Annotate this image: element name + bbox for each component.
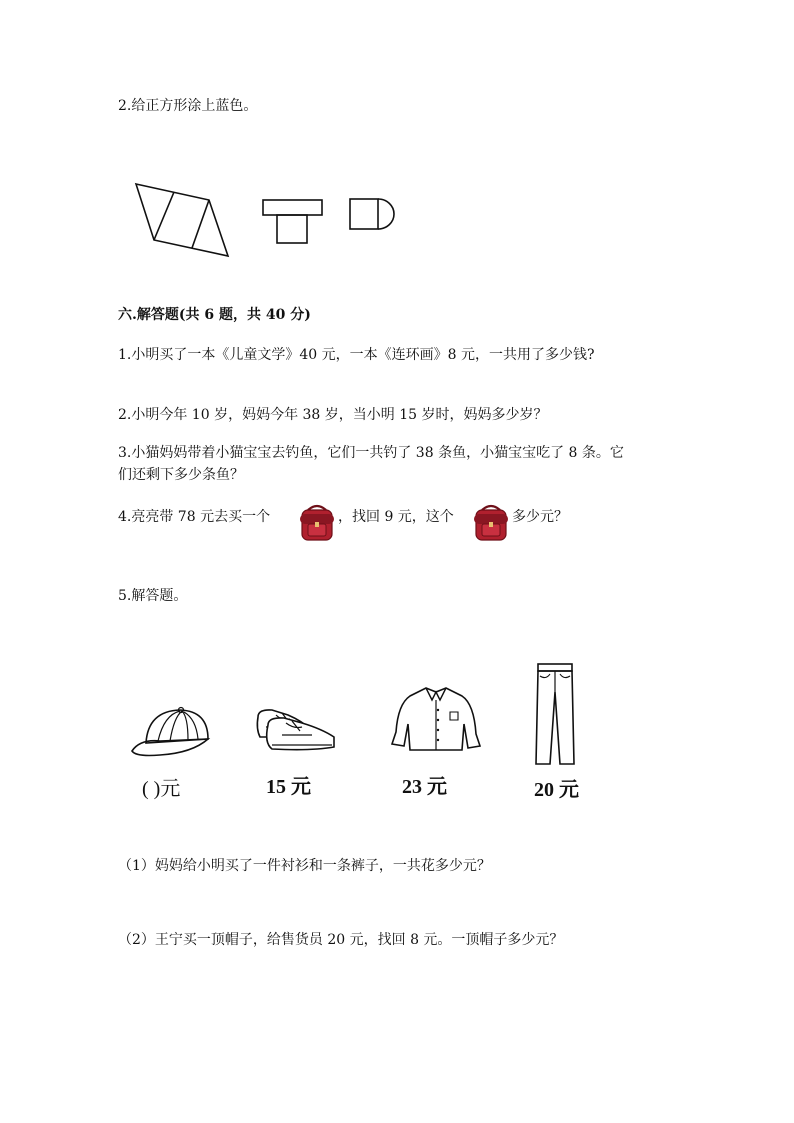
parallelogram-figure bbox=[134, 182, 230, 260]
sub-question-1: （1）妈妈给小明买了一件衬衫和一条裤子，一共花多少元？ bbox=[118, 858, 491, 874]
shoes-icon bbox=[252, 707, 338, 753]
square-semicircle-figure bbox=[348, 197, 398, 233]
cap-icon bbox=[130, 705, 214, 761]
q2-instruction: 2.给正方形涂上蓝色。 bbox=[118, 98, 258, 114]
problem-4-part-c: 多少元？ bbox=[512, 509, 568, 525]
section-title: 六.解答题(共 6 题，共 40 分) bbox=[118, 307, 311, 323]
parallelogram-divider-2 bbox=[192, 200, 209, 248]
problem-1: 1.小明买了一本《儿童文学》40 元，一本《连环画》8 元，一共用了多少钱? bbox=[118, 347, 595, 363]
shirt-price: 23 元 bbox=[402, 776, 447, 798]
problem-5: 5.解答题。 bbox=[118, 588, 188, 604]
parallelogram-divider-1 bbox=[154, 192, 174, 240]
cap-price: ( )元 bbox=[142, 778, 181, 800]
t-shape-figure bbox=[262, 198, 324, 246]
backpack-icon bbox=[298, 502, 336, 542]
shoes-price: 15 元 bbox=[266, 776, 311, 798]
problem-4-part-a: 4.亮亮带 78 元去买一个 bbox=[118, 509, 271, 525]
shirt-icon bbox=[388, 684, 484, 756]
backpack-icon bbox=[472, 502, 510, 542]
problem-4-part-b: ，找回 9 元，这个 bbox=[338, 509, 454, 525]
sub-question-2: （2）王宁买一顶帽子，给售货员 20 元，找回 8 元。一顶帽子多少元？ bbox=[118, 932, 564, 948]
problem-3-line-2: 们还剩下多少条鱼？ bbox=[118, 467, 244, 483]
problem-2: 2.小明今年 10 岁，妈妈今年 38 岁，当小明 15 岁时，妈妈多少岁？ bbox=[118, 407, 548, 423]
problem-3-line-1: 3.小猫妈妈带着小猫宝宝去钓鱼，它们一共钓了 38 条鱼，小猫宝宝吃了 8 条。它 bbox=[118, 445, 624, 461]
pants-price: 20 元 bbox=[534, 779, 579, 801]
pants-icon bbox=[534, 662, 576, 766]
